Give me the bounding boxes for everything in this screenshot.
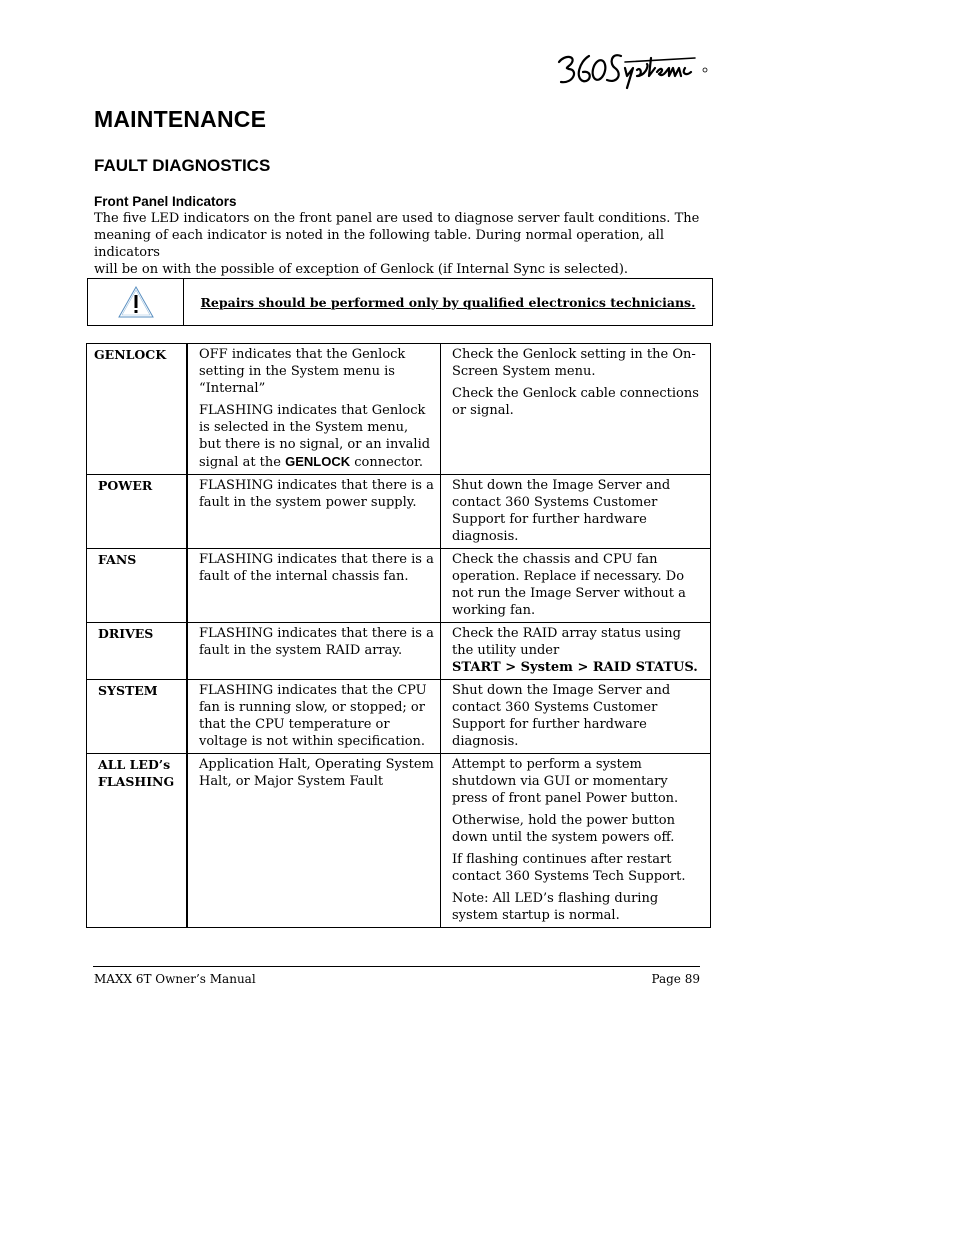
warning-triangle-icon — [117, 285, 155, 319]
connector-name: GENLOCK — [285, 454, 351, 469]
section-title: FAULT DIAGNOSTICS — [94, 156, 271, 175]
table-row — [87, 623, 711, 680]
indicator-label-line: ALL LED’s — [98, 757, 171, 772]
warning-box — [87, 278, 713, 326]
indicator-meaning — [187, 344, 441, 475]
indicator-label: FANS — [87, 549, 188, 623]
indicator-meaning — [187, 754, 441, 928]
led-indicator-table — [86, 343, 711, 928]
meaning-text: FLASHING indicates that there is a fault of the internal chassis fan. — [199, 552, 434, 584]
footer-page-number: Page 89 — [651, 972, 700, 986]
indicator-label: GENLOCK — [87, 344, 188, 475]
indicator-label: POWER — [87, 475, 188, 549]
action-text: Otherwise, hold the power button down until the system powers off. — [452, 813, 675, 845]
action-text: the utility under — [452, 643, 560, 658]
intro-line: will be on with the possible of exception of Genlock (if Internal Sync is selected). — [94, 262, 629, 277]
indicator-label — [87, 754, 188, 928]
warning-text: Repairs should be performed only by qualified electronics technicians. — [200, 294, 696, 310]
company-logo — [555, 48, 715, 96]
action-text: Shut down the Image Server and contact 360 Systems Customer Support for further hardware diagnosis. — [452, 478, 671, 544]
meaning-text-part: connector. — [354, 455, 424, 470]
table-row — [87, 344, 711, 475]
footer-rule — [93, 966, 700, 967]
meaning-text — [199, 402, 434, 471]
action-text: Shut down the Image Server and contact 360 Systems Customer Support for further hardware diagnosis. — [452, 683, 671, 749]
indicator-action — [441, 549, 711, 623]
action-text: Check the Genlock cable connections or signal. — [452, 386, 699, 418]
indicator-meaning — [187, 623, 441, 680]
meaning-text: FLASHING indicates that there is a fault in the system RAID array. — [199, 626, 434, 658]
table-row — [87, 475, 711, 549]
indicator-action — [441, 475, 711, 549]
action-text: If flashing continues after restart contact 360 Systems Tech Support. — [452, 852, 686, 884]
action-text: Note: All LED’s flashing during system startup is normal. — [452, 891, 659, 923]
subsection-title: Front Panel Indicators — [94, 194, 237, 209]
indicator-label: SYSTEM — [87, 680, 188, 754]
meaning-text: OFF indicates that the Genlock setting in the System menu is “Internal” — [199, 347, 406, 396]
indicator-label: DRIVES — [87, 623, 188, 680]
meaning-text: FLASHING indicates that the CPU fan is running slow, or stopped; or that the CPU temperature or voltage is not within specification. — [199, 683, 427, 749]
action-text: Check the RAID array status using — [452, 626, 681, 641]
indicator-meaning — [187, 549, 441, 623]
meaning-text: Application Halt, Operating System Halt, or Major System Fault — [199, 757, 434, 789]
intro-line: meaning of each indicator is noted in the following table. During normal operation, all indicators — [94, 228, 664, 260]
indicator-action — [441, 754, 711, 928]
indicator-action — [441, 623, 711, 680]
warning-icon-cell — [88, 279, 184, 325]
action-text: Check the Genlock setting in the On-Screen System menu. — [452, 347, 696, 379]
action-text: Check the chassis and CPU fan operation. Replace if necessary. Do not run the Image Server without a working fan. — [452, 552, 686, 618]
table-row — [87, 549, 711, 623]
indicator-action — [441, 680, 711, 754]
page-title: MAINTENANCE — [94, 106, 267, 132]
menu-path: START > System > RAID STATUS. — [452, 660, 698, 675]
table-row — [87, 680, 711, 754]
indicator-meaning — [187, 475, 441, 549]
meaning-text: FLASHING indicates that there is a fault in the system power supply. — [199, 478, 434, 510]
indicator-action — [441, 344, 711, 475]
intro-line: The five LED indicators on the front panel are used to diagnose server fault conditions. The — [94, 211, 700, 226]
table-row — [87, 754, 711, 928]
indicator-label-line: FLASHING — [98, 774, 175, 789]
action-text: Attempt to perform a system shutdown via GUI or momentary press of front panel Power button. — [452, 757, 679, 806]
footer-manual-title: MAXX 6T Owner’s Manual — [94, 972, 256, 986]
meaning-text-part: FLASHING indicates that Genlock is selected in the System menu, but there is no signal, or an invalid signal at the — [199, 403, 431, 470]
indicator-meaning — [187, 680, 441, 754]
intro-paragraph — [94, 210, 714, 278]
